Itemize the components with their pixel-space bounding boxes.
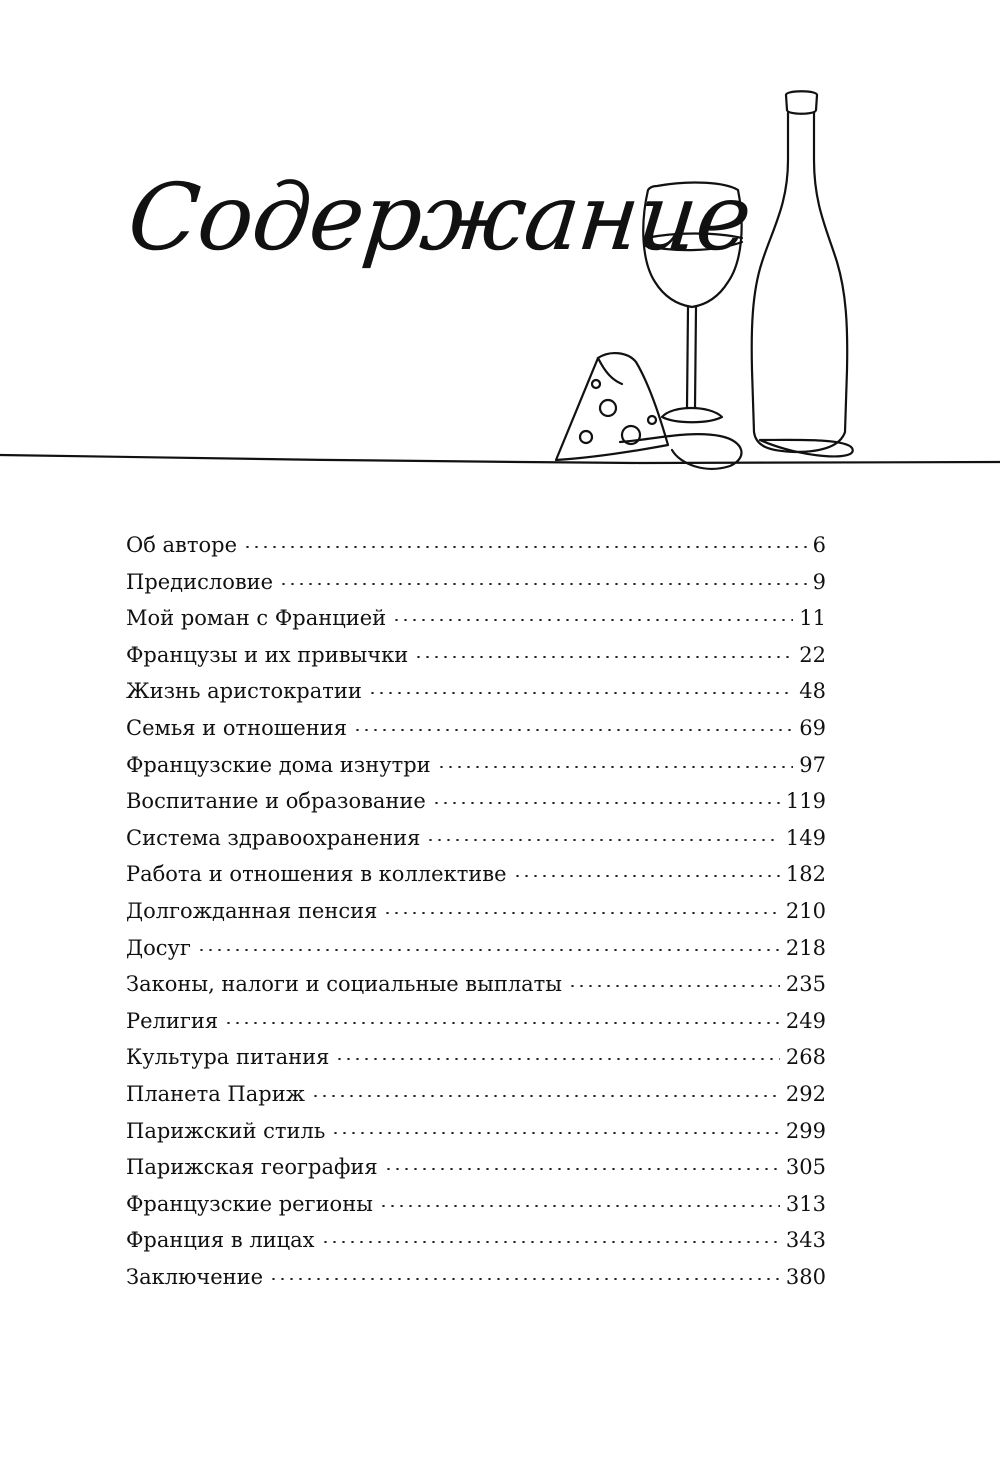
toc-entry-page: 97: [799, 752, 826, 777]
toc-entry-title: Воспитание и образование: [126, 789, 426, 814]
toc-entry[interactable]: [126, 1265, 826, 1302]
toc-entry-title: Система здравоохранения: [126, 825, 421, 850]
toc-entry-title: Жизнь аристократии: [126, 679, 362, 704]
toc-entry-title: Французы и их привычки: [126, 642, 409, 667]
dot-leader: [568, 985, 780, 987]
toc-entry[interactable]: [126, 1009, 826, 1046]
toc-entry-title: Франция в лицах: [126, 1228, 315, 1253]
toc-entry-title: Религия: [126, 1008, 219, 1033]
dot-leader: [414, 656, 793, 658]
toc-entry-page: 119: [785, 789, 826, 814]
toc-entry-title: Парижская география: [126, 1155, 378, 1180]
dot-leader: [368, 692, 793, 694]
dot-leader: [321, 1241, 780, 1243]
toc-entry[interactable]: [126, 533, 826, 570]
toc-entry-page: 299: [785, 1118, 826, 1143]
toc-entry-page: 218: [785, 935, 826, 960]
toc-entry-page: 380: [785, 1264, 826, 1289]
toc-entry-title: Законы, налоги и социальные выплаты: [126, 972, 563, 997]
toc-entry-title: Об авторе: [126, 533, 238, 557]
toc-entry-title: Предисловие: [126, 569, 274, 594]
toc-entry[interactable]: [126, 826, 826, 863]
dot-leader: [269, 1278, 780, 1280]
toc-entry-title: Заключение: [126, 1264, 264, 1289]
table-of-contents: [126, 533, 826, 1301]
toc-entry-title: Парижский стиль: [126, 1118, 326, 1143]
toc-entry[interactable]: [126, 643, 826, 680]
toc-entry[interactable]: [126, 716, 826, 753]
toc-entry-title: Долгожданная пенсия: [126, 898, 378, 923]
toc-entry-page: 235: [785, 972, 826, 997]
toc-entry-page: 313: [785, 1191, 826, 1216]
dot-leader: [384, 1168, 780, 1170]
toc-entry[interactable]: [126, 679, 826, 716]
toc-entry[interactable]: [126, 753, 826, 790]
toc-entry-page: 9: [812, 569, 826, 594]
toc-entry[interactable]: [126, 862, 826, 899]
toc-entry-title: Досуг: [126, 935, 191, 960]
toc-entry[interactable]: [126, 972, 826, 1009]
toc-entry[interactable]: [126, 570, 826, 607]
page-title: Содержание: [123, 163, 756, 271]
toc-entry[interactable]: [126, 936, 826, 973]
table-line-illustration: [0, 0, 1000, 500]
toc-entry-title: Планета Париж: [126, 1081, 306, 1106]
toc-entry-title: Культура питания: [126, 1045, 330, 1070]
toc-entry-title: Французские дома изнутри: [126, 752, 431, 777]
wine-bottle-icon: [752, 91, 853, 456]
dot-leader: [331, 1132, 780, 1134]
dot-leader: [279, 583, 807, 585]
toc-entry-page: 305: [785, 1155, 826, 1180]
toc-entry-title: Французские регионы: [126, 1191, 373, 1216]
table-line: [0, 455, 1000, 463]
toc-entry-page: 69: [799, 715, 826, 740]
dot-leader: [437, 766, 794, 768]
toc-entry[interactable]: [126, 899, 826, 936]
toc-entry[interactable]: [126, 1045, 826, 1082]
toc-entry-title: Семья и отношения: [126, 715, 347, 740]
dot-leader: [392, 619, 793, 621]
dot-leader: [335, 1058, 780, 1060]
toc-entry[interactable]: [126, 606, 826, 643]
dot-leader: [311, 1095, 780, 1097]
dot-leader: [379, 1205, 780, 1207]
toc-entry-title: Работа и отношения в коллективе: [126, 862, 507, 887]
dot-leader: [197, 949, 780, 951]
dot-leader: [432, 802, 780, 804]
wine-glass-icon: [643, 183, 742, 423]
dot-leader: [383, 912, 780, 914]
toc-entry-page: 268: [785, 1045, 826, 1070]
toc-entry-page: 182: [785, 862, 826, 887]
toc-entry[interactable]: [126, 1228, 826, 1265]
toc-entry-page: 6: [812, 533, 826, 557]
toc-entry-page: 149: [785, 825, 826, 850]
toc-entry-page: 210: [785, 898, 826, 923]
dot-leader: [243, 546, 807, 548]
toc-entry-page: 292: [785, 1081, 826, 1106]
toc-entry-title: Мой роман с Францией: [126, 606, 387, 631]
toc-entry-page: 249: [785, 1008, 826, 1033]
toc-entry-page: 11: [799, 606, 826, 631]
toc-entry-page: 22: [799, 642, 826, 667]
dot-leader: [353, 729, 793, 731]
toc-entry-page: 48: [799, 679, 826, 704]
toc-entry[interactable]: [126, 789, 826, 826]
toc-entry-page: 343: [785, 1228, 826, 1253]
toc-entry[interactable]: [126, 1192, 826, 1229]
dot-leader: [426, 839, 780, 841]
dot-leader: [513, 875, 780, 877]
toc-entry[interactable]: [126, 1119, 826, 1156]
toc-entry[interactable]: [126, 1082, 826, 1119]
toc-entry[interactable]: [126, 1155, 826, 1192]
dot-leader: [224, 1022, 780, 1024]
